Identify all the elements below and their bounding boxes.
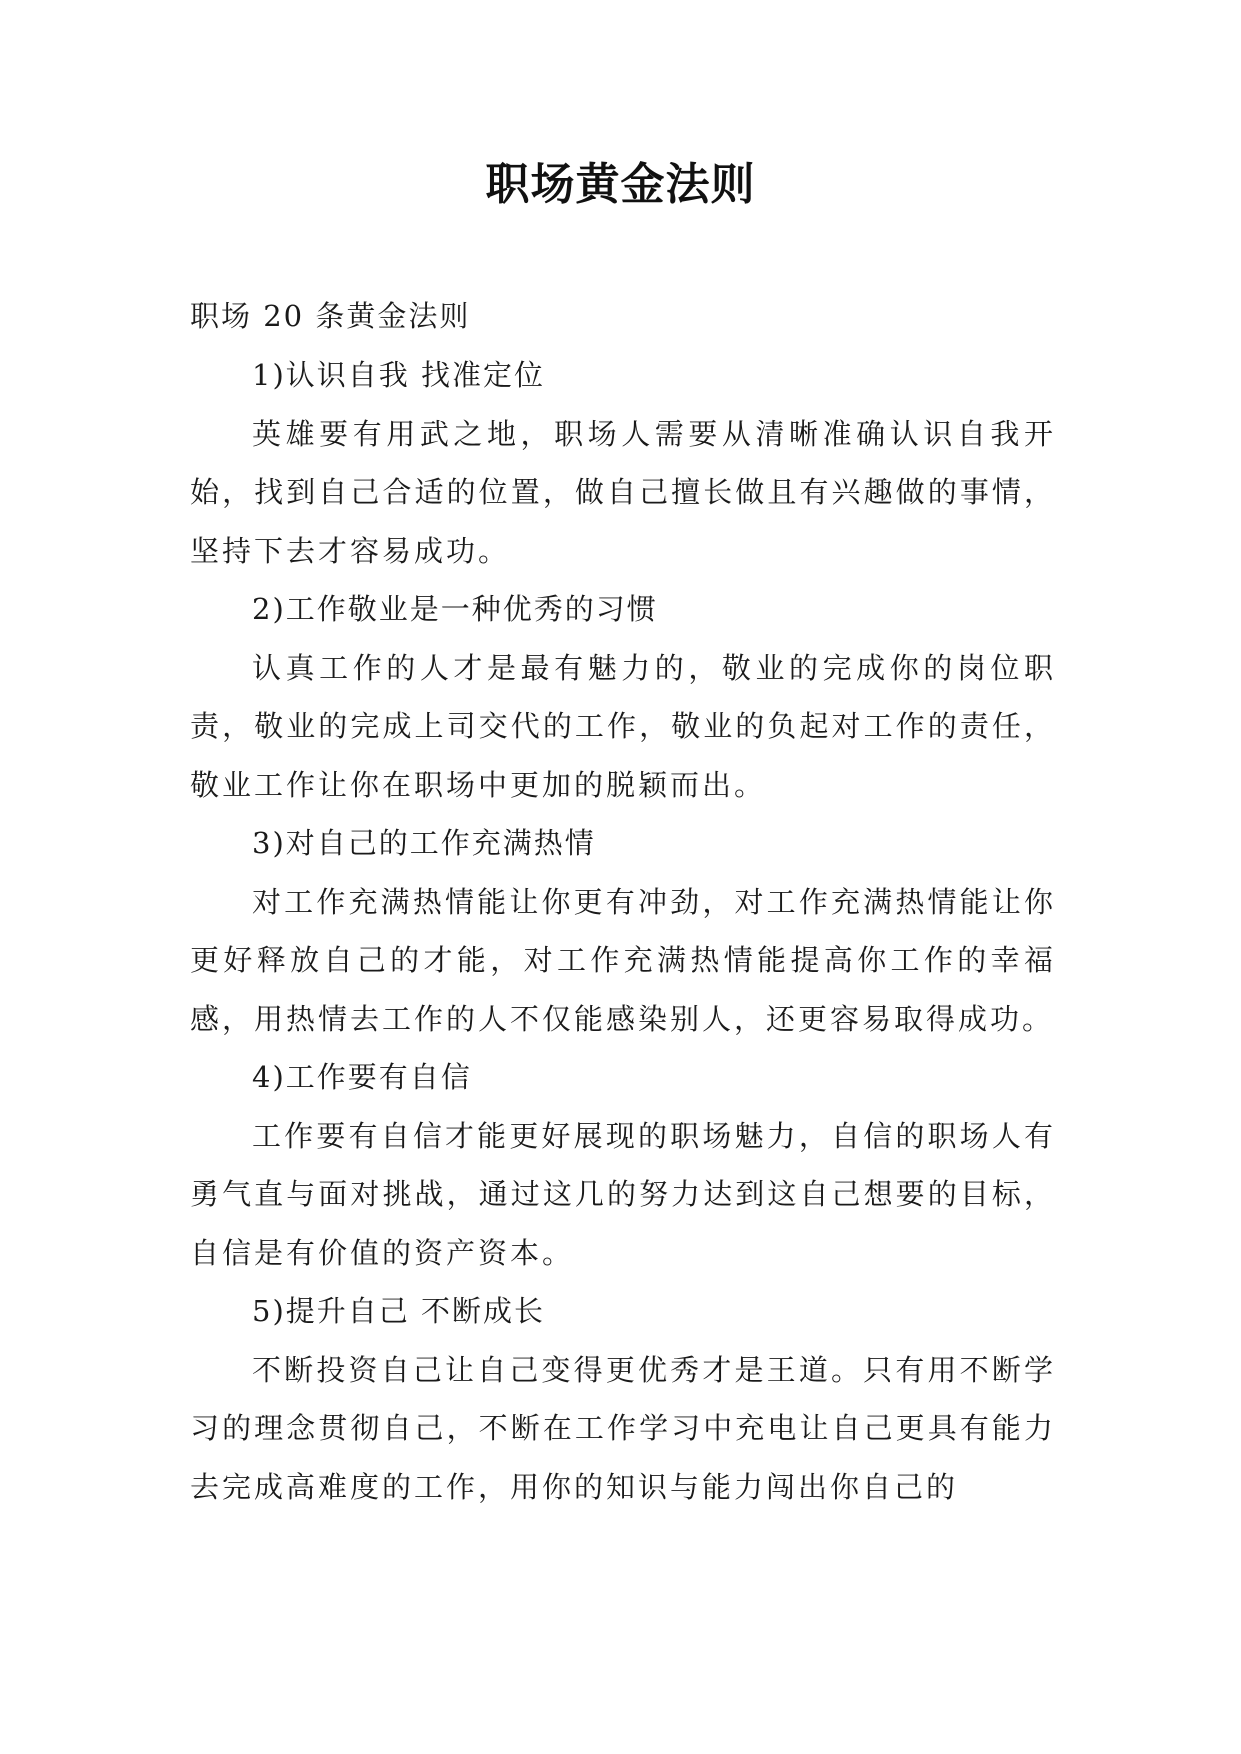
document-title: 职场黄金法则	[485, 159, 756, 210]
section-heading: 5)提升自己 不断成长	[252, 1294, 545, 1328]
section-paragraph: 对工作充满热情能让你更有冲劲，对工作充满热情能让你更好释放自己的才能，对工作充满热情能提高你工作的幸福感，用热情去工作的人不仅能感染别人，还更容易取得成功。	[190, 884, 1056, 1036]
section-heading: 1)认识自我 找准定位	[252, 358, 545, 392]
section-paragraph: 认真工作的人才是最有魅力的，敬业的完成你的岗位职责，敬业的完成上司交代的工作，敬业的负起对工作的责任，敬业工作让你在职场中更加的脱颖而出。	[190, 650, 1056, 802]
section-paragraph: 英雄要有用武之地，职场人需要从清晰准确认识自我开始，找到自己合适的位置，做自己擅长做且有兴趣做的事情，坚持下去才容易成功。	[190, 416, 1056, 568]
section-heading: 4)工作要有自信	[252, 1060, 472, 1094]
section-paragraph: 工作要有自信才能更好展现的职场魅力，自信的职场人有勇气直与面对挑战，通过这几的努力达到这自己想要的目标，自信是有价值的资产资本。	[190, 1118, 1056, 1270]
document-body	[190, 287, 1056, 1516]
document-subtitle: 职场 20 条黄金法则	[190, 299, 471, 333]
section-heading: 2)工作敬业是一种优秀的习惯	[252, 592, 658, 626]
section-paragraph: 不断投资自己让自己变得更优秀才是王道。只有用不断学习的理念贯彻自己，不断在工作学习中充电让自己更具有能力去完成高难度的工作，用你的知识与能力闯出你自己的	[190, 1352, 1056, 1504]
section-heading: 3)对自己的工作充满热情	[252, 826, 596, 860]
